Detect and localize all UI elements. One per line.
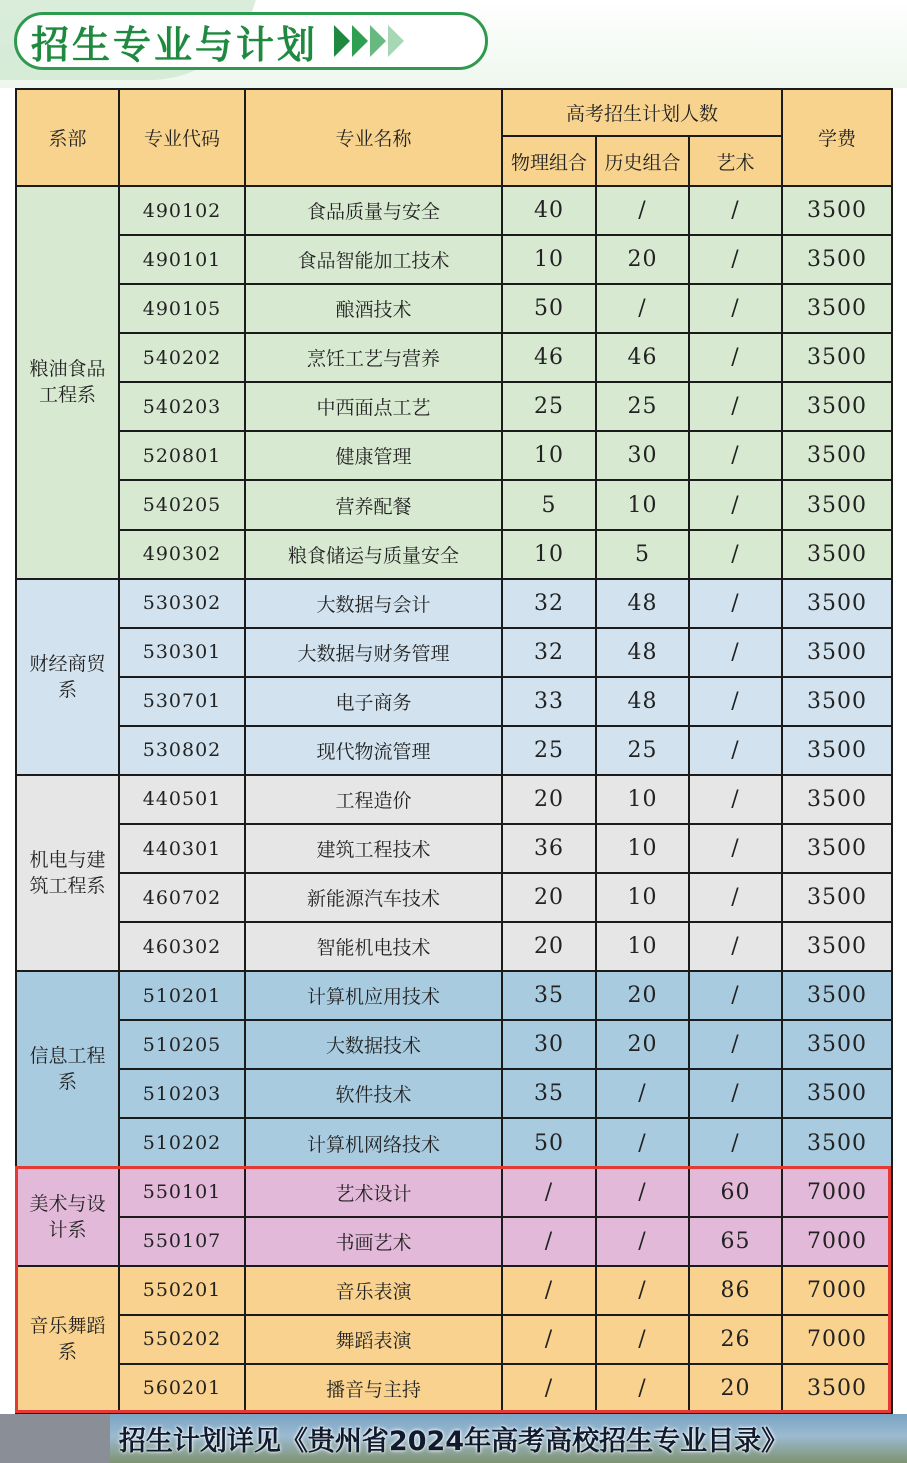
fee-cell: 3500	[782, 235, 892, 284]
history-count-cell: 10	[596, 480, 689, 529]
art-count-cell: /	[689, 333, 782, 382]
art-count-cell: /	[689, 677, 782, 726]
code-cell: 510201	[119, 971, 245, 1020]
art-count-cell: /	[689, 579, 782, 628]
history-count-cell: /	[596, 1364, 689, 1413]
physics-count-cell: 32	[502, 579, 596, 628]
history-count-cell: 10	[596, 824, 689, 873]
fee-cell: 3500	[782, 431, 892, 480]
art-count-cell: 65	[689, 1217, 782, 1266]
header-plan: 高考招生计划人数	[502, 89, 782, 136]
name-cell: 现代物流管理	[245, 726, 502, 775]
code-cell: 550201	[119, 1266, 245, 1315]
fee-cell: 3500	[782, 775, 892, 824]
table-row	[16, 186, 892, 235]
code-cell: 490101	[119, 235, 245, 284]
dept-cell: 财经商贸系	[16, 579, 119, 775]
table-row	[16, 284, 892, 333]
art-count-cell: /	[689, 1020, 782, 1069]
art-count-cell: /	[689, 382, 782, 431]
header-code: 专业代码	[119, 89, 245, 186]
fee-cell: 7000	[782, 1168, 892, 1217]
fee-cell: 3500	[782, 284, 892, 333]
art-count-cell: /	[689, 775, 782, 824]
history-count-cell: /	[596, 284, 689, 333]
fee-cell: 3500	[782, 971, 892, 1020]
header-art: 艺术	[689, 136, 782, 186]
physics-count-cell: /	[502, 1364, 596, 1413]
code-cell: 560201	[119, 1364, 245, 1413]
fee-cell: 3500	[782, 1069, 892, 1118]
fee-cell: 3500	[782, 922, 892, 971]
header-name: 专业名称	[245, 89, 502, 186]
table-body	[16, 186, 892, 1413]
art-count-cell: /	[689, 480, 782, 529]
code-cell: 510203	[119, 1069, 245, 1118]
history-count-cell: 48	[596, 628, 689, 677]
physics-count-cell: 25	[502, 726, 596, 775]
name-cell: 软件技术	[245, 1069, 502, 1118]
code-cell: 550202	[119, 1315, 245, 1364]
name-cell: 营养配餐	[245, 480, 502, 529]
art-count-cell: 20	[689, 1364, 782, 1413]
code-cell: 460302	[119, 922, 245, 971]
fee-cell: 3500	[782, 186, 892, 235]
history-count-cell: 30	[596, 431, 689, 480]
table-row	[16, 1315, 892, 1364]
name-cell: 烹饪工艺与营养	[245, 333, 502, 382]
code-cell: 440501	[119, 775, 245, 824]
art-count-cell: /	[689, 284, 782, 333]
table-row	[16, 1118, 892, 1167]
physics-count-cell: 20	[502, 922, 596, 971]
fee-cell: 3500	[782, 726, 892, 775]
physics-count-cell: 10	[502, 235, 596, 284]
name-cell: 书画艺术	[245, 1217, 502, 1266]
art-count-cell: 86	[689, 1266, 782, 1315]
name-cell: 酿酒技术	[245, 284, 502, 333]
physics-count-cell: /	[502, 1315, 596, 1364]
physics-count-cell: /	[502, 1266, 596, 1315]
physics-count-cell: 35	[502, 971, 596, 1020]
code-cell: 550107	[119, 1217, 245, 1266]
physics-count-cell: 50	[502, 284, 596, 333]
title-badge	[14, 12, 488, 70]
name-cell: 音乐表演	[245, 1266, 502, 1315]
table-row	[16, 1020, 892, 1069]
name-cell: 播音与主持	[245, 1364, 502, 1413]
fee-cell: 7000	[782, 1217, 892, 1266]
name-cell: 建筑工程技术	[245, 824, 502, 873]
history-count-cell: 25	[596, 382, 689, 431]
fee-cell: 3500	[782, 579, 892, 628]
table-row	[16, 971, 892, 1020]
dept-cell: 音乐舞蹈系	[16, 1266, 119, 1413]
name-cell: 食品质量与安全	[245, 186, 502, 235]
table-row	[16, 1069, 892, 1118]
name-cell: 电子商务	[245, 677, 502, 726]
fee-cell: 3500	[782, 628, 892, 677]
code-cell: 530701	[119, 677, 245, 726]
code-cell: 460702	[119, 873, 245, 922]
name-cell: 工程造价	[245, 775, 502, 824]
table-row	[16, 677, 892, 726]
physics-count-cell: 10	[502, 530, 596, 579]
table-row	[16, 1217, 892, 1266]
table-row	[16, 1364, 892, 1413]
physics-count-cell: 35	[502, 1069, 596, 1118]
name-cell: 舞蹈表演	[245, 1315, 502, 1364]
table-row	[16, 775, 892, 824]
code-cell: 530302	[119, 579, 245, 628]
dept-cell: 机电与建筑工程系	[16, 775, 119, 971]
name-cell: 计算机应用技术	[245, 971, 502, 1020]
code-cell: 550101	[119, 1168, 245, 1217]
table-row	[16, 1266, 892, 1315]
dept-cell: 美术与设计系	[16, 1168, 119, 1266]
code-cell: 520801	[119, 431, 245, 480]
header-dept: 系部	[16, 89, 119, 186]
table-row	[16, 726, 892, 775]
history-count-cell: 20	[596, 971, 689, 1020]
fee-cell: 3500	[782, 480, 892, 529]
history-count-cell: 10	[596, 873, 689, 922]
fee-cell: 3500	[782, 382, 892, 431]
enrollment-plan-table	[15, 88, 893, 1414]
art-count-cell: /	[689, 628, 782, 677]
art-count-cell: 60	[689, 1168, 782, 1217]
fee-cell: 3500	[782, 1020, 892, 1069]
page-title: 招生专业与计划	[31, 21, 319, 67]
physics-count-cell: 20	[502, 775, 596, 824]
table-row	[16, 873, 892, 922]
art-count-cell: /	[689, 971, 782, 1020]
code-cell: 490302	[119, 530, 245, 579]
history-count-cell: /	[596, 186, 689, 235]
table-row	[16, 530, 892, 579]
name-cell: 健康管理	[245, 431, 502, 480]
history-count-cell: /	[596, 1168, 689, 1217]
physics-count-cell: 46	[502, 333, 596, 382]
art-count-cell: /	[689, 431, 782, 480]
history-count-cell: 48	[596, 579, 689, 628]
fee-cell: 3500	[782, 530, 892, 579]
physics-count-cell: /	[502, 1168, 596, 1217]
art-count-cell: /	[689, 873, 782, 922]
art-count-cell: /	[689, 1118, 782, 1167]
table-row	[16, 922, 892, 971]
history-count-cell: /	[596, 1266, 689, 1315]
name-cell: 大数据与会计	[245, 579, 502, 628]
history-count-cell: /	[596, 1118, 689, 1167]
fee-cell: 3500	[782, 333, 892, 382]
physics-count-cell: 20	[502, 873, 596, 922]
name-cell: 大数据与财务管理	[245, 628, 502, 677]
header-physics: 物理组合	[502, 136, 596, 186]
table-row	[16, 824, 892, 873]
art-count-cell: /	[689, 186, 782, 235]
footer-note: 招生计划详见《贵州省2024年高考高校招生专业目录》	[118, 1426, 789, 1457]
history-count-cell: /	[596, 1069, 689, 1118]
table-row	[16, 382, 892, 431]
history-count-cell: 10	[596, 775, 689, 824]
code-cell: 530301	[119, 628, 245, 677]
art-count-cell: /	[689, 922, 782, 971]
code-cell: 530802	[119, 726, 245, 775]
physics-count-cell: 36	[502, 824, 596, 873]
history-count-cell: 20	[596, 1020, 689, 1069]
table-row	[16, 1168, 892, 1217]
name-cell: 计算机网络技术	[245, 1118, 502, 1167]
history-count-cell: /	[596, 1315, 689, 1364]
table-row	[16, 628, 892, 677]
history-count-cell: 46	[596, 333, 689, 382]
art-count-cell: /	[689, 235, 782, 284]
enrollment-plan-table-container	[15, 88, 891, 1414]
history-count-cell: 48	[596, 677, 689, 726]
fee-cell: 7000	[782, 1266, 892, 1315]
physics-count-cell: 25	[502, 382, 596, 431]
history-count-cell: /	[596, 1217, 689, 1266]
art-count-cell: /	[689, 530, 782, 579]
table-row	[16, 431, 892, 480]
fee-cell: 3500	[782, 1364, 892, 1413]
art-count-cell: /	[689, 1069, 782, 1118]
name-cell: 粮食储运与质量安全	[245, 530, 502, 579]
physics-count-cell: 5	[502, 480, 596, 529]
history-count-cell: 10	[596, 922, 689, 971]
name-cell: 食品智能加工技术	[245, 235, 502, 284]
art-count-cell: /	[689, 726, 782, 775]
name-cell: 智能机电技术	[245, 922, 502, 971]
table-row	[16, 480, 892, 529]
arrow-right-icon	[334, 25, 406, 57]
name-cell: 中西面点工艺	[245, 382, 502, 431]
code-cell: 510205	[119, 1020, 245, 1069]
physics-count-cell: 33	[502, 677, 596, 726]
code-cell: 490105	[119, 284, 245, 333]
history-count-cell: 25	[596, 726, 689, 775]
table-row	[16, 235, 892, 284]
fee-cell: 3500	[782, 677, 892, 726]
fee-cell: 3500	[782, 873, 892, 922]
code-cell: 540202	[119, 333, 245, 382]
art-count-cell: 26	[689, 1315, 782, 1364]
header-fee: 学费	[782, 89, 892, 186]
code-cell: 440301	[119, 824, 245, 873]
code-cell: 540205	[119, 480, 245, 529]
name-cell: 新能源汽车技术	[245, 873, 502, 922]
name-cell: 艺术设计	[245, 1168, 502, 1217]
fee-cell: 7000	[782, 1315, 892, 1364]
header-history: 历史组合	[596, 136, 689, 186]
physics-count-cell: 40	[502, 186, 596, 235]
code-cell: 510202	[119, 1118, 245, 1167]
physics-count-cell: /	[502, 1217, 596, 1266]
name-cell: 大数据技术	[245, 1020, 502, 1069]
header-band	[0, 0, 907, 88]
fee-cell: 3500	[782, 1118, 892, 1167]
dept-cell: 粮油食品工程系	[16, 186, 119, 579]
code-cell: 490102	[119, 186, 245, 235]
history-count-cell: 5	[596, 530, 689, 579]
art-count-cell: /	[689, 824, 782, 873]
physics-count-cell: 30	[502, 1020, 596, 1069]
physics-count-cell: 10	[502, 431, 596, 480]
physics-count-cell: 50	[502, 1118, 596, 1167]
dept-cell: 信息工程系	[16, 971, 119, 1167]
fee-cell: 3500	[782, 824, 892, 873]
physics-count-cell: 32	[502, 628, 596, 677]
table-row	[16, 333, 892, 382]
table-row	[16, 579, 892, 628]
code-cell: 540203	[119, 382, 245, 431]
history-count-cell: 20	[596, 235, 689, 284]
